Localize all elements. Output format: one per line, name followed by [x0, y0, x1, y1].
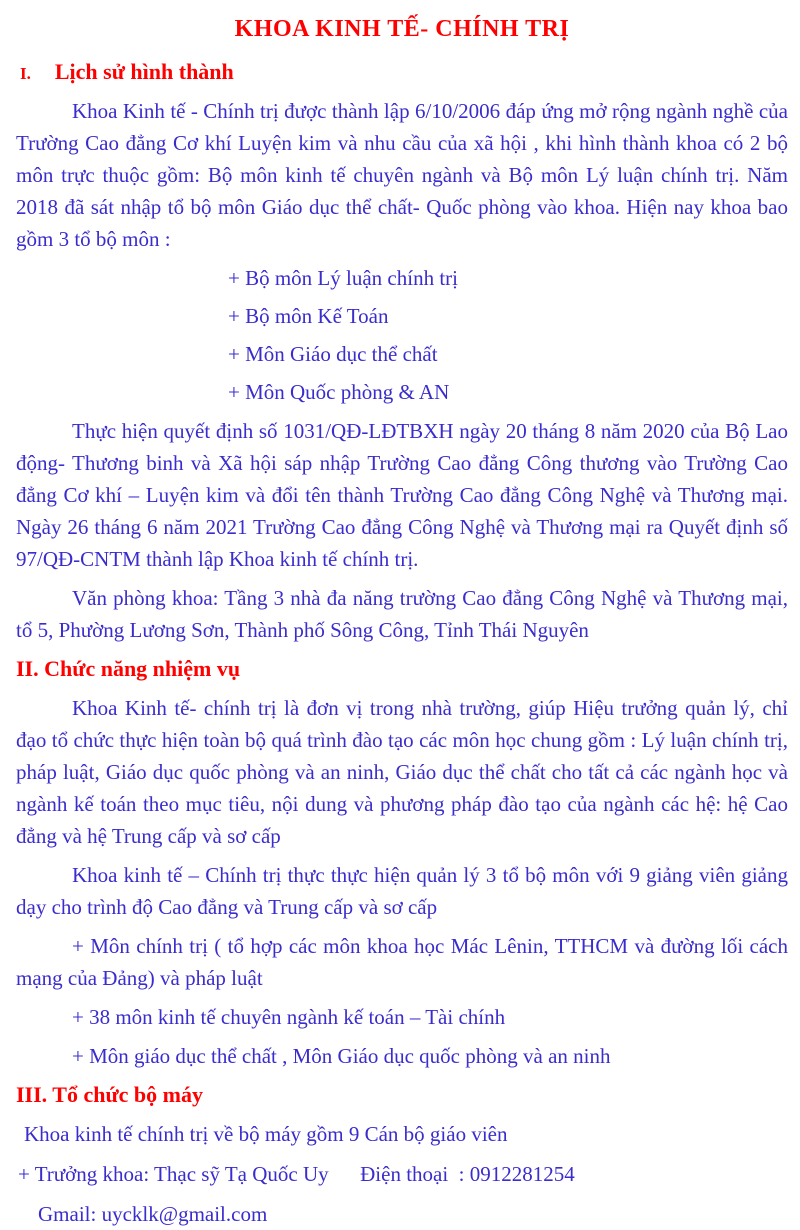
section-2-heading: II. Chức năng nhiệm vụ — [16, 656, 241, 681]
section-3-dean-phone-line: + Trưởng khoa: Thạc sỹ Tạ Quốc Uy Điện thoại : 0912281254 — [18, 1162, 575, 1186]
section-2-paragraph-function: Khoa Kinh tế- chính trị là đơn vị trong nhà trường, giúp Hiệu trưởng quản lý, chỉ đạo tổ chức thực hiện toàn bộ quá trình đào tạo các môn học chung gồm : Lý luận chính trị, pháp luật, Giáo dục quốc phòng và an ninh, Giáo dục thể chất cho tất cả các ngành học và ngành kế toán theo mục tiêu, nội dung và phương pháp đào tạo của ngành các hệ: hệ Cao đẳng và hệ Trung cấp và sơ cấp — [16, 696, 788, 848]
section-3-staff-count-line: Khoa kinh tế chính trị về bộ máy gồm 9 Cán bộ giáo viên — [24, 1122, 508, 1146]
unit-item-quoc-phong-an: + Môn Quốc phòng & AN — [228, 380, 450, 404]
section-1-paragraph-decision: Thực hiện quyết định số 1031/QĐ-LĐTBXH ngày 20 tháng 8 năm 2020 của Bộ Lao động- Thương binh và Xã hội sáp nhập Trường Cao đẳng Công thương vào Trường Cao đẳng Cơ khí – Luyện kim và đổi tên thành Trường Cao đẳng Công Nghệ và Thương mại. Ngày 26 tháng 6 năm 2021 Trường Cao đẳng Công Nghệ và Thương mại ra Quyết định số 97/QĐ-CNTM thành lập Khoa kinh tế chính trị. — [16, 419, 788, 571]
section-1-heading-text: Lịch sử hình thành — [54, 59, 234, 84]
section-3-heading: III. Tổ chức bộ máy — [16, 1082, 203, 1107]
section-2-bullet-giao-duc: + Môn giáo dục thể chất , Môn Giáo dục quốc phòng và an ninh — [72, 1044, 611, 1068]
section-1-number: I. — [20, 64, 31, 83]
section-1-paragraph-history: Khoa Kinh tế - Chính trị được thành lập 6/10/2006 đáp ứng mở rộng ngành nghề của Trường Cao đẳng Cơ khí Luyện kim và nhu cầu của xã hội , khi hình thành khoa có 2 bộ môn trực thuộc gồm: Bộ môn kinh tế chuyên ngành và Bộ môn Lý luận chính trị. Năm 2018 đã sát nhập tổ bộ môn Giáo dục thể chất- Quốc phòng vào khoa. Hiện nay khoa bao gồm 3 tổ bộ môn : — [16, 99, 788, 251]
section-1-heading — [20, 57, 788, 87]
section-1-paragraph-office: Văn phòng khoa: Tầng 3 nhà đa năng trường Cao đẳng Công Nghệ và Thương mại, tổ 5, Phường Lương Sơn, Thành phố Sông Công, Tỉnh Thái Nguyên — [16, 586, 788, 642]
section-2-paragraph-management: Khoa kinh tế – Chính trị thực thực hiện quản lý 3 tổ bộ môn với 9 giảng viên giảng dạy cho trình độ Cao đẳng và Trung cấp và sơ cấp — [16, 863, 788, 919]
unit-item-giao-duc-the-chat: + Môn Giáo dục thể chất — [228, 342, 438, 366]
unit-item-ke-toan: + Bộ môn Kế Toán — [228, 304, 389, 328]
section-2-bullet-chinh-tri: + Môn chính trị ( tổ hợp các môn khoa học Mác Lênin, TTHCM và đường lối cách mạng của Đảng) và pháp luật — [16, 934, 788, 990]
unit-item-ly-luan-chinh-tri: + Bộ môn Lý luận chính trị — [228, 266, 458, 290]
page-title: KHOA KINH TẾ- CHÍNH TRỊ — [234, 16, 570, 42]
section-2-bullet-ke-toan-tai-chinh: + 38 môn kinh tế chuyên ngành kế toán – Tài chính — [72, 1005, 506, 1029]
section-3-email-line: Gmail: uycklk@gmail.com — [38, 1202, 268, 1226]
